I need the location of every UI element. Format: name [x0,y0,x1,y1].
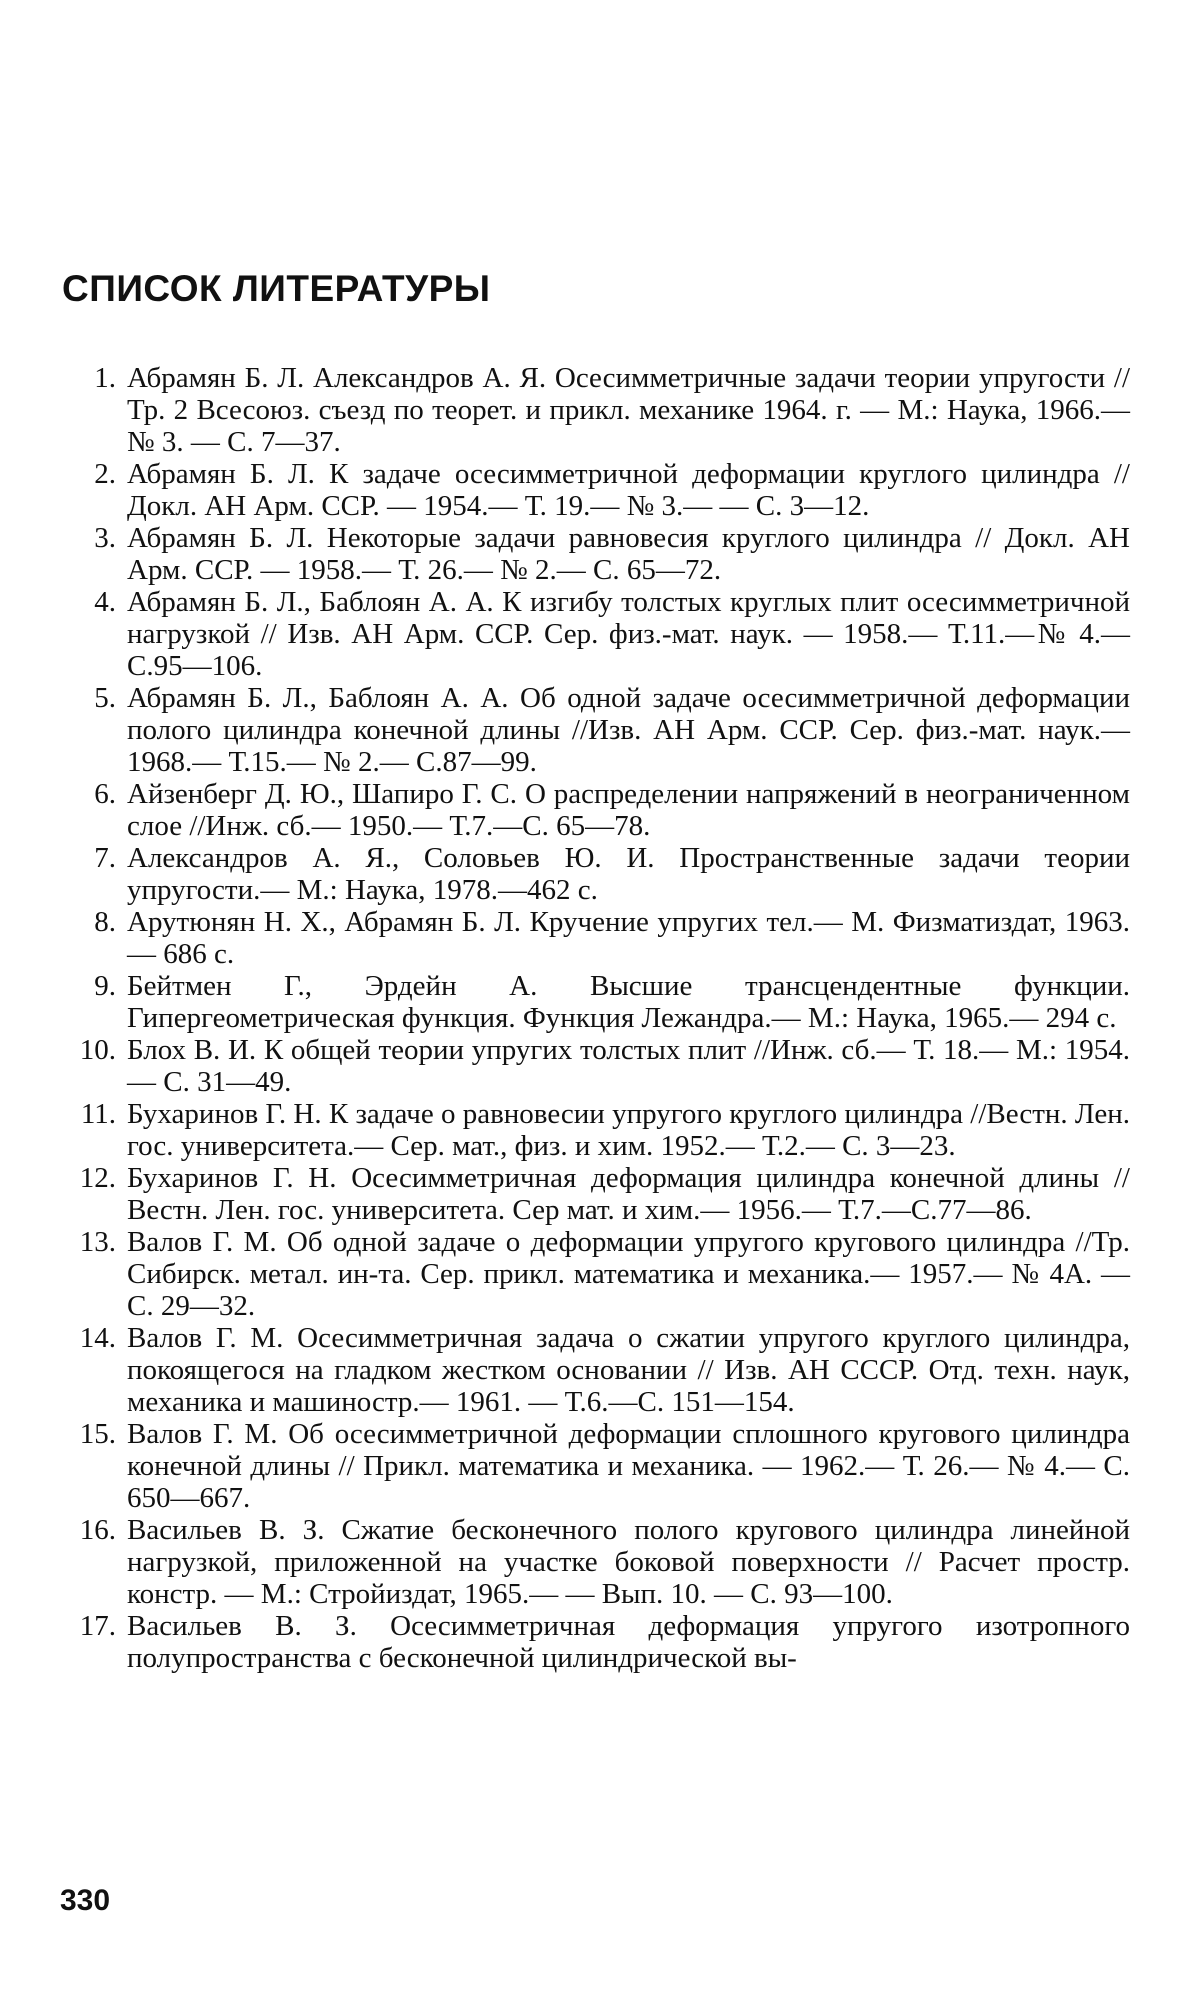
reference-item [58,1418,1130,1514]
reference-number: 11. [80,1098,116,1130]
reference-item [58,842,1130,906]
reference-text: Валов Г. М. Об одной задаче о деформации упругого кругового цилиндра //Тр. Сибирск. метал. ин-та. Сер. прикл. математика и механика.— 1957.— № 4А. — С. 29—32. [127,1226,1130,1322]
reference-number: 8. [94,906,116,938]
reference-number: 4. [94,586,116,618]
reference-item [58,1162,1130,1226]
page-number: 330 [60,1884,111,1917]
reference-item [58,1610,1130,1674]
reference-number: 7. [94,842,116,874]
reference-number: 10. [79,1034,116,1066]
reference-text: Васильев В. З. Осесимметричная деформация упругого изотропного полупространства с бесконечной цилиндрической вы- [127,1610,1130,1674]
reference-item [58,1322,1130,1418]
reference-text: Бухаринов Г. Н. К задаче о равновесии упругого круглого цилиндра //Вестн. Лен. гос. университета.— Сер. мат., физ. и хим. 1952.— Т.2.— С. 3—23. [127,1098,1130,1162]
reference-item [58,1098,1130,1162]
reference-number: 9. [94,970,116,1002]
reference-number: 2. [94,458,116,490]
reference-text: Васильев В. З. Сжатие бесконечного полого кругового цилиндра линейной нагрузкой, приложенной на участке боковой поверхности // Расчет простр. констр. — М.: Стройиздат, 1965.— — Вып. 10. — С. 93—100. [127,1514,1130,1610]
reference-item [58,778,1130,842]
reference-item [58,362,1130,458]
reference-text: Абрамян Б. Л. К задаче осесимметричной деформации круглого цилиндра // Докл. АН Арм. ССР. — 1954.— Т. 19.— № 3.— — С. 3—12. [127,458,1130,522]
reference-item [58,682,1130,778]
reference-item [58,1034,1130,1098]
reference-number: 12. [79,1162,116,1194]
reference-item [58,1226,1130,1322]
reference-text: Абрамян Б. Л. Александров А. Я. Осесимметричные задачи теории упругости // Тр. 2 Всесоюз. съезд по теорет. и прикл. механике 1964. г. — М.: Наука, 1966.— № 3. — С. 7—37. [127,362,1130,458]
reference-text: Абрамян Б. Л. Некоторые задачи равновесия круглого цилиндра // Докл. АН Арм. ССР. — 1958.— Т. 26.— № 2.— С. 65—72. [127,522,1130,586]
reference-number: 6. [94,778,116,810]
reference-item [58,458,1130,522]
reference-text: Валов Г. М. Осесимметричная задача о сжатии упругого круглого цилиндра, покоящегося на гладком жестком основании // Изв. АН СССР. Отд. техн. наук, механика и машиностр.— 1961. — Т.6.—С. 151—154. [127,1322,1130,1418]
reference-text: Арутюнян Н. Х., Абрамян Б. Л. Кручение упругих тел.— М. Физматиздат, 1963.— 686 с. [127,906,1130,970]
reference-text: Александров А. Я., Соловьев Ю. И. Пространственные задачи теории упругости.— М.: Наука, 1978.—462 с. [127,842,1130,906]
reference-item [58,522,1130,586]
reference-number: 1. [94,362,116,394]
reference-text: Абрамян Б. Л., Баблоян А. А. К изгибу толстых круглых плит осесимметричной нагрузкой // Изв. АН Арм. ССР. Сер. физ.-мат. наук. — 1958.— Т.11.—№ 4.—С.95—106. [127,586,1130,682]
reference-text: Валов Г. М. Об осесимметричной деформации сплошного кругового цилиндра конечной длины // Прикл. математика и механика. — 1962.— Т. 26.— № 4.— С. 650—667. [127,1418,1130,1514]
reference-number: 16. [79,1514,116,1546]
reference-text: Бухаринов Г. Н. Осесимметричная деформация цилиндра конечной длины //Вестн. Лен. гос. университета. Сер мат. и хим.— 1956.— Т.7.—С.77—86. [127,1162,1130,1226]
reference-text: Айзенберг Д. Ю., Шапиро Г. С. О распределении напряжений в неограниченном слое //Инж. сб.— 1950.— Т.7.—С. 65—78. [127,778,1130,842]
reference-number: 13. [79,1226,116,1258]
reference-item [58,906,1130,970]
reference-number: 5. [94,682,116,714]
reference-text: Блох В. И. К общей теории упругих толстых плит //Инж. сб.— Т. 18.— М.: 1954. — С. 31—49. [127,1034,1130,1098]
reference-text: Бейтмен Г., Эрдейн А. Высшие трансцендентные функции. Гипергеометрическая функция. Функция Лежандра.— М.: Наука, 1965.— 294 с. [127,970,1130,1034]
reference-item [58,586,1130,682]
reference-text: Абрамян Б. Л., Баблоян А. А. Об одной задаче осесимметричной деформации полого цилиндра конечной длины //Изв. АН Арм. ССР. Сер. физ.-мат. наук.— 1968.— Т.15.— № 2.— С.87—99. [127,682,1130,778]
reference-number: 3. [94,522,116,554]
page-title: СПИСОК ЛИТЕРАТУРЫ [62,268,491,309]
reference-number: 15. [79,1418,116,1450]
reference-list [58,362,1130,1674]
reference-number: 17. [79,1610,116,1642]
reference-number: 14. [79,1322,116,1354]
reference-item [58,1514,1130,1610]
reference-item [58,970,1130,1034]
